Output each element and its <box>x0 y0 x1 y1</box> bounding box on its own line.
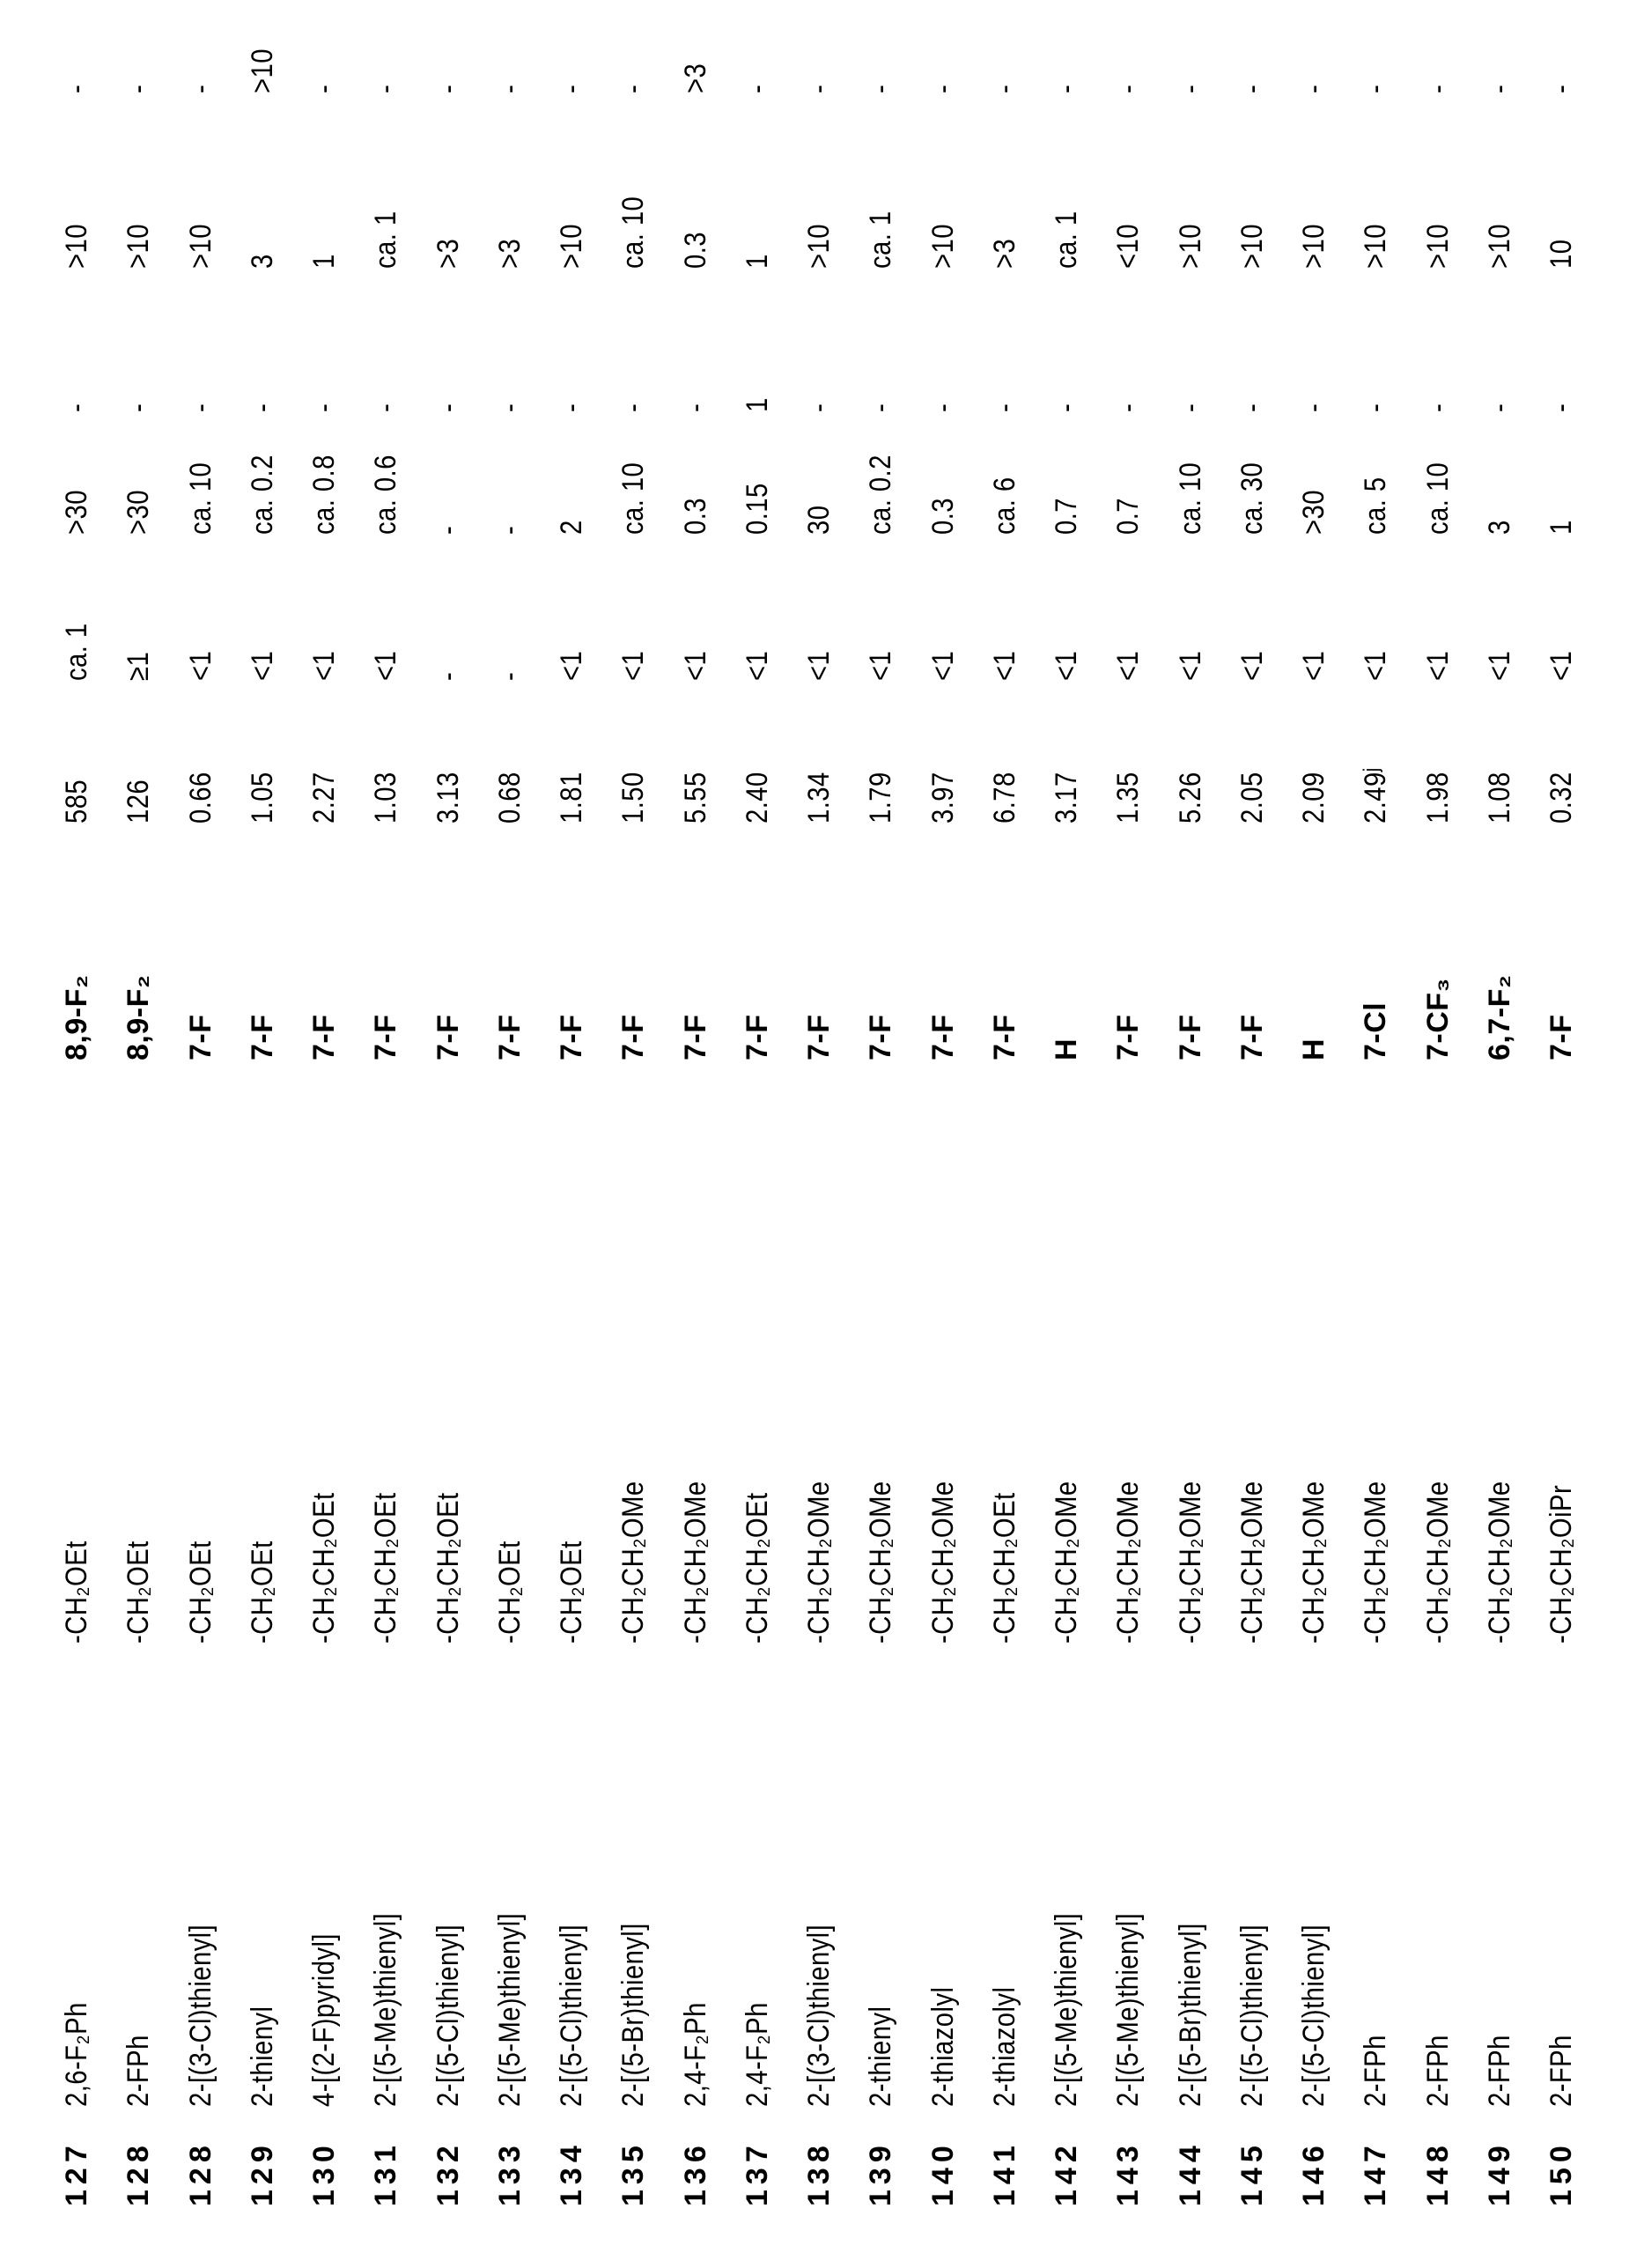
cell-r: -CH₂CH₂OMe <box>678 1481 712 1644</box>
cell-value-a: 2.09 <box>1297 772 1331 824</box>
cell-value-f: - <box>1173 84 1207 93</box>
cell-value-a: 0.32 <box>1544 772 1578 824</box>
cell-value-e: >10 <box>1173 224 1207 269</box>
cell-r: -CH₂OEt <box>492 1540 527 1644</box>
cell-compound: 139 <box>864 2140 898 2206</box>
cell-value-b: ca. 1 <box>60 623 93 681</box>
cell-value-d: - <box>987 403 1021 412</box>
cell-value-d: - <box>1297 403 1331 412</box>
cell-value-c: >30 <box>60 490 93 535</box>
cell-value-e: <10 <box>1111 224 1146 269</box>
cell-position: 7-F <box>1111 1014 1146 1060</box>
cell-value-e: >10 <box>60 224 93 269</box>
cell-value-d: - <box>802 403 836 412</box>
cell-value-b: <1 <box>555 650 588 681</box>
table-row <box>917 0 969 2268</box>
table-row <box>1473 0 1526 2268</box>
cell-r: -CH₂OEt <box>122 1540 156 1644</box>
table-row <box>1349 0 1402 2268</box>
cell-position: 7-F <box>1173 1014 1207 1060</box>
cell-value-b: <1 <box>1544 650 1578 681</box>
cell-value-a: 2.49ʲ <box>1359 767 1393 824</box>
cell-ar: 2-[(5-Cl)thienyl] <box>555 1924 588 2107</box>
cell-value-e: >10 <box>183 224 217 269</box>
cell-value-c: ca. 0.6 <box>369 454 403 535</box>
cell-value-b: <1 <box>245 650 279 681</box>
table-row <box>669 0 722 2268</box>
cell-r: -CH₂CH₂OiPr <box>1544 1484 1578 1644</box>
cell-value-f: - <box>925 84 960 93</box>
cell-value-e: 10 <box>1544 239 1578 269</box>
cell-compound: 136 <box>678 2140 712 2206</box>
cell-value-a: 1.34 <box>802 772 836 824</box>
cell-ar: 2-[(5-Br)thienyl] <box>1173 1923 1207 2107</box>
cell-value-b: <1 <box>1297 650 1331 681</box>
table-row <box>1287 0 1340 2268</box>
cell-compound: 145 <box>1235 2140 1269 2206</box>
cell-compound: 133 <box>492 2140 527 2206</box>
cell-value-c: 0.7 <box>1111 498 1146 535</box>
cell-ar: 2-FPh <box>1544 2035 1578 2107</box>
cell-value-e: >10 <box>1297 224 1331 269</box>
cell-value-d: - <box>1050 403 1083 412</box>
table-row <box>607 0 660 2268</box>
cell-value-e: 1 <box>307 254 341 269</box>
cell-value-a: 1.05 <box>245 772 279 824</box>
cell-value-c: 0.3 <box>925 498 960 535</box>
cell-r: -CH₂CH₂OEt <box>987 1492 1021 1644</box>
cell-value-b: <1 <box>1173 650 1207 681</box>
cell-value-b: <1 <box>864 650 898 681</box>
cell-value-a: 1.98 <box>1420 772 1455 824</box>
cell-value-a: 126 <box>122 779 156 824</box>
cell-value-c: ca. 30 <box>1235 462 1269 535</box>
cell-value-a: 1.50 <box>616 772 651 824</box>
cell-position: 8,9-F₂ <box>60 974 93 1060</box>
cell-r: -CH₂CH₂OMe <box>925 1481 960 1644</box>
cell-value-d: - <box>678 403 712 412</box>
table-row <box>1040 0 1093 2268</box>
cell-position: 8,9-F₂ <box>122 974 156 1060</box>
cell-value-d: - <box>616 403 651 412</box>
cell-value-a: 1.03 <box>369 772 403 824</box>
cell-value-d: - <box>307 403 341 412</box>
cell-position: 7-F <box>987 1014 1021 1060</box>
cell-r: -CH₂CH₂OMe <box>1482 1481 1516 1644</box>
cell-r: -CH₂CH₂OMe <box>1050 1481 1083 1644</box>
cell-value-b: <1 <box>987 650 1021 681</box>
cell-value-d: - <box>60 403 93 412</box>
cell-ar: 2-FPh <box>122 2035 156 2107</box>
cell-value-a: 1.35 <box>1111 772 1146 824</box>
cell-compound: 150 <box>1544 2140 1578 2206</box>
cell-value-f: - <box>183 84 217 93</box>
cell-position: 7-F <box>492 1014 527 1060</box>
cell-r: -CH₂OEt <box>60 1540 93 1644</box>
cell-r: -CH₂CH₂OMe <box>1359 1481 1393 1644</box>
cell-ar: 2-[(5-Br)thienyl] <box>616 1923 651 2107</box>
cell-value-c: 3 <box>1482 520 1516 535</box>
cell-value-d: - <box>864 403 898 412</box>
cell-compound: 146 <box>1297 2140 1331 2206</box>
cell-value-e: >3 <box>431 238 465 269</box>
cell-value-a: 0.66 <box>183 772 217 824</box>
cell-ar: 2-thienyl <box>864 2006 898 2107</box>
cell-value-e: >10 <box>802 224 836 269</box>
cell-value-b: <1 <box>369 650 403 681</box>
cell-r: -CH₂CH₂OEt <box>369 1492 403 1644</box>
cell-value-d: - <box>369 403 403 412</box>
cell-value-c: ca. 0.2 <box>864 454 898 535</box>
cell-position: 7-F <box>802 1014 836 1060</box>
cell-position: 7-F <box>616 1014 651 1060</box>
table-row <box>978 0 1031 2268</box>
cell-value-a: 1.81 <box>555 772 588 824</box>
cell-compound: 140 <box>925 2140 960 2206</box>
cell-value-b: <1 <box>1235 650 1269 681</box>
cell-ar: 2-[(5-Me)thienyl] <box>1111 1912 1146 2107</box>
cell-compound: 144 <box>1173 2140 1207 2206</box>
cell-ar: 2,4-F₂Ph <box>678 2002 712 2107</box>
cell-value-b: - <box>431 671 465 681</box>
cell-value-e: >3 <box>492 238 527 269</box>
cell-value-e: >10 <box>1235 224 1269 269</box>
cell-value-c: ca. 10 <box>1420 462 1455 535</box>
cell-r: -CH₂OEt <box>245 1540 279 1644</box>
table-row <box>793 0 845 2268</box>
cell-value-b: <1 <box>1420 650 1455 681</box>
cell-value-d: - <box>431 403 465 412</box>
cell-compound: 147 <box>1359 2140 1393 2206</box>
cell-value-b: <1 <box>1359 650 1393 681</box>
table-row <box>1412 0 1464 2268</box>
table-row <box>359 0 412 2268</box>
cell-value-b: <1 <box>183 650 217 681</box>
cell-value-a: 1.79 <box>864 772 898 824</box>
cell-ar: 2-[(5-Me)thienyl] <box>1050 1912 1083 2107</box>
cell-compound: 127 <box>60 2140 93 2206</box>
cell-compound: 143 <box>1111 2140 1146 2206</box>
cell-r: -CH₂CH₂OEt <box>740 1492 774 1644</box>
cell-ar: 2-[(5-Cl)thienyl] <box>431 1924 465 2107</box>
cell-compound: 128 <box>183 2140 217 2206</box>
cell-value-a: 0.68 <box>492 772 527 824</box>
cell-compound: 138 <box>802 2140 836 2206</box>
cell-value-f: - <box>60 84 93 93</box>
cell-position: 7-F <box>1544 1014 1578 1060</box>
cell-value-a: 585 <box>60 779 93 824</box>
cell-value-d: - <box>492 403 527 412</box>
cell-value-d: - <box>1544 403 1578 412</box>
cell-compound: 134 <box>555 2140 588 2206</box>
cell-value-c: ca. 10 <box>183 462 217 535</box>
cell-value-c: 30 <box>802 505 836 535</box>
cell-value-d: - <box>1482 403 1516 412</box>
cell-r: -CH₂CH₂OMe <box>864 1481 898 1644</box>
cell-position: 7-F <box>555 1014 588 1060</box>
cell-r: -CH₂CH₂OMe <box>1420 1481 1455 1644</box>
cell-value-b: <1 <box>740 650 774 681</box>
cell-value-c: ca. 6 <box>987 477 1021 535</box>
cell-position: 7-CF₃ <box>1420 978 1455 1060</box>
cell-value-e: >10 <box>1359 224 1393 269</box>
cell-compound: 132 <box>431 2140 465 2206</box>
cell-ar: 2-FPh <box>1359 2035 1393 2107</box>
cell-r: -CH₂CH₂OMe <box>802 1481 836 1644</box>
cell-value-e: >10 <box>555 224 588 269</box>
table-row <box>1226 0 1279 2268</box>
cell-r: -CH₂OEt <box>183 1540 217 1644</box>
cell-compound: 137 <box>740 2140 774 2206</box>
table-row <box>236 0 289 2268</box>
cell-value-c: - <box>431 525 465 535</box>
cell-value-c: ca. 0.8 <box>307 454 341 535</box>
cell-compound: 129 <box>245 2140 279 2206</box>
table-row <box>174 0 227 2268</box>
cell-value-c: >30 <box>122 490 156 535</box>
cell-position: 7-Cl <box>1359 1001 1393 1060</box>
cell-ar: 2,6-F₂Ph <box>60 2002 93 2107</box>
cell-value-d: - <box>555 403 588 412</box>
cell-value-e: ca. 1 <box>1050 211 1083 269</box>
cell-value-f: - <box>1111 84 1146 93</box>
cell-value-d: - <box>245 403 279 412</box>
cell-value-f: - <box>369 84 403 93</box>
cell-r: -CH₂CH₂OEt <box>431 1492 465 1644</box>
cell-ar: 2-[(5-Cl)thienyl] <box>1297 1924 1331 2107</box>
cell-value-f: >10 <box>245 48 279 93</box>
cell-value-f: - <box>740 84 774 93</box>
cell-ar: 2-[(3-Cl)thienyl] <box>183 1924 217 2107</box>
cell-value-e: >3 <box>987 238 1021 269</box>
cell-value-e: >10 <box>122 224 156 269</box>
cell-value-b: <1 <box>802 650 836 681</box>
cell-ar: 4-[(2-F)pyridyl] <box>307 1933 341 2107</box>
cell-position: 7-F <box>307 1014 341 1060</box>
cell-value-d: 1 <box>740 397 774 412</box>
table-row <box>545 0 598 2268</box>
cell-r: -CH₂CH₂OMe <box>1173 1481 1207 1644</box>
table-row <box>298 0 350 2268</box>
cell-value-c: >30 <box>1297 490 1331 535</box>
cell-value-e: >10 <box>1420 224 1455 269</box>
cell-position: 7-F <box>431 1014 465 1060</box>
table-row <box>112 0 165 2268</box>
cell-value-c: 2 <box>555 520 588 535</box>
cell-value-b: ≥1 <box>122 651 156 681</box>
cell-value-a: 6.78 <box>987 772 1021 824</box>
cell-position: 7-F <box>678 1014 712 1060</box>
cell-value-c: ca. 5 <box>1359 477 1393 535</box>
cell-value-d: - <box>183 403 217 412</box>
table-row <box>1535 0 1588 2268</box>
cell-value-a: 3.97 <box>925 772 960 824</box>
cell-compound: 141 <box>987 2140 1021 2206</box>
cell-value-f: - <box>1482 84 1516 93</box>
cell-r: -CH₂CH₂OMe <box>1297 1481 1331 1644</box>
cell-value-e: 1 <box>740 254 774 269</box>
cell-value-f: - <box>864 84 898 93</box>
cell-value-f: - <box>122 84 156 93</box>
cell-r: -CH₂CH₂OMe <box>1111 1481 1146 1644</box>
cell-value-f: - <box>802 84 836 93</box>
cell-value-a: 2.05 <box>1235 772 1269 824</box>
cell-r: -CH₂CH₂OMe <box>1235 1481 1269 1644</box>
cell-r: -CH₂OEt <box>555 1540 588 1644</box>
cell-value-d: - <box>1420 403 1455 412</box>
cell-compound: 130 <box>307 2140 341 2206</box>
cell-ar: 2-[(5-Cl)thienyl] <box>1235 1924 1269 2107</box>
cell-compound: 149 <box>1482 2140 1516 2206</box>
cell-value-c: 0.3 <box>678 498 712 535</box>
cell-position: 7-F <box>740 1014 774 1060</box>
cell-value-b: <1 <box>925 650 960 681</box>
cell-position: 6,7-F₂ <box>1482 974 1516 1060</box>
cell-ar: 2-[(5-Me)thienyl] <box>492 1912 527 2107</box>
cell-value-f: - <box>431 84 465 93</box>
cell-value-f: - <box>492 84 527 93</box>
cell-compound: 128 <box>122 2140 156 2206</box>
cell-ar: 2-FPh <box>1482 2035 1516 2107</box>
cell-value-f: - <box>616 84 651 93</box>
cell-value-f: - <box>1420 84 1455 93</box>
cell-value-b: <1 <box>307 650 341 681</box>
cell-value-f: - <box>1297 84 1331 93</box>
cell-position: H <box>1297 1038 1331 1060</box>
cell-compound: 148 <box>1420 2140 1455 2206</box>
table-row <box>422 0 475 2268</box>
table-row <box>50 0 103 2268</box>
cell-r: -CH₂CH₂OMe <box>616 1481 651 1644</box>
cell-value-e: ca. 1 <box>864 211 898 269</box>
cell-ar: 2-thiazolyl <box>987 1986 1021 2107</box>
cell-ar: 2,4-F₂Ph <box>740 2002 774 2107</box>
cell-value-f: - <box>1544 84 1578 93</box>
cell-position: 7-F <box>245 1014 279 1060</box>
cell-value-d: - <box>925 403 960 412</box>
cell-value-b: <1 <box>616 650 651 681</box>
cell-value-a: 3.17 <box>1050 772 1083 824</box>
cell-value-f: - <box>1359 84 1393 93</box>
cell-compound: 131 <box>369 2140 403 2206</box>
cell-position: 7-F <box>1235 1014 1269 1060</box>
cell-value-d: - <box>122 403 156 412</box>
cell-value-c: ca. 10 <box>1173 462 1207 535</box>
table-row <box>483 0 536 2268</box>
cell-value-f: - <box>555 84 588 93</box>
cell-position: 7-F <box>864 1014 898 1060</box>
cell-ar: 2-thienyl <box>245 2006 279 2107</box>
table-row <box>854 0 907 2268</box>
cell-value-f: - <box>1050 84 1083 93</box>
cell-r: -CH₂CH₂OEt <box>307 1492 341 1644</box>
cell-value-c: ca. 10 <box>616 462 651 535</box>
cell-value-b: <1 <box>678 650 712 681</box>
cell-ar: 2-[(3-Cl)thienyl] <box>802 1924 836 2107</box>
cell-ar: 2-thiazolyl <box>925 1986 960 2107</box>
cell-value-f: - <box>1235 84 1269 93</box>
cell-value-a: 5.55 <box>678 772 712 824</box>
cell-value-f: - <box>307 84 341 93</box>
cell-value-a: 2.27 <box>307 772 341 824</box>
cell-value-d: - <box>1173 403 1207 412</box>
table-row <box>1102 0 1154 2268</box>
cell-compound: 135 <box>616 2140 651 2206</box>
cell-position: 7-F <box>925 1014 960 1060</box>
cell-value-a: 5.26 <box>1173 772 1207 824</box>
cell-value-e: ca. 1 <box>369 211 403 269</box>
cell-value-c: 0.7 <box>1050 498 1083 535</box>
cell-value-d: - <box>1235 403 1269 412</box>
cell-value-a: 3.13 <box>431 772 465 824</box>
cell-value-c: - <box>492 525 527 535</box>
cell-value-d: - <box>1111 403 1146 412</box>
cell-value-d: - <box>1359 403 1393 412</box>
cell-value-a: 1.08 <box>1482 772 1516 824</box>
cell-value-a: 2.40 <box>740 772 774 824</box>
cell-value-c: ca. 0.2 <box>245 454 279 535</box>
cell-ar: 2-[(5-Me)thienyl] <box>369 1912 403 2107</box>
cell-compound: 142 <box>1050 2140 1083 2206</box>
table-row <box>731 0 784 2268</box>
cell-position: 7-F <box>183 1014 217 1060</box>
cell-value-b: - <box>492 671 527 681</box>
cell-value-e: >10 <box>1482 224 1516 269</box>
cell-value-e: 3 <box>245 254 279 269</box>
cell-value-b: <1 <box>1482 650 1516 681</box>
cell-value-e: 0.3 <box>678 232 712 269</box>
cell-value-b: <1 <box>1050 650 1083 681</box>
cell-position: 7-F <box>369 1014 403 1060</box>
cell-value-b: <1 <box>1111 650 1146 681</box>
cell-value-e: >10 <box>925 224 960 269</box>
table-row <box>1164 0 1217 2268</box>
cell-value-c: 0.15 <box>740 483 774 535</box>
cell-value-c: 1 <box>1544 520 1578 535</box>
cell-position: H <box>1050 1038 1083 1060</box>
cell-ar: 2-FPh <box>1420 2035 1455 2107</box>
cell-value-f: - <box>987 84 1021 93</box>
cell-value-e: ca. 10 <box>616 196 651 269</box>
cell-value-f: >3 <box>678 63 712 93</box>
